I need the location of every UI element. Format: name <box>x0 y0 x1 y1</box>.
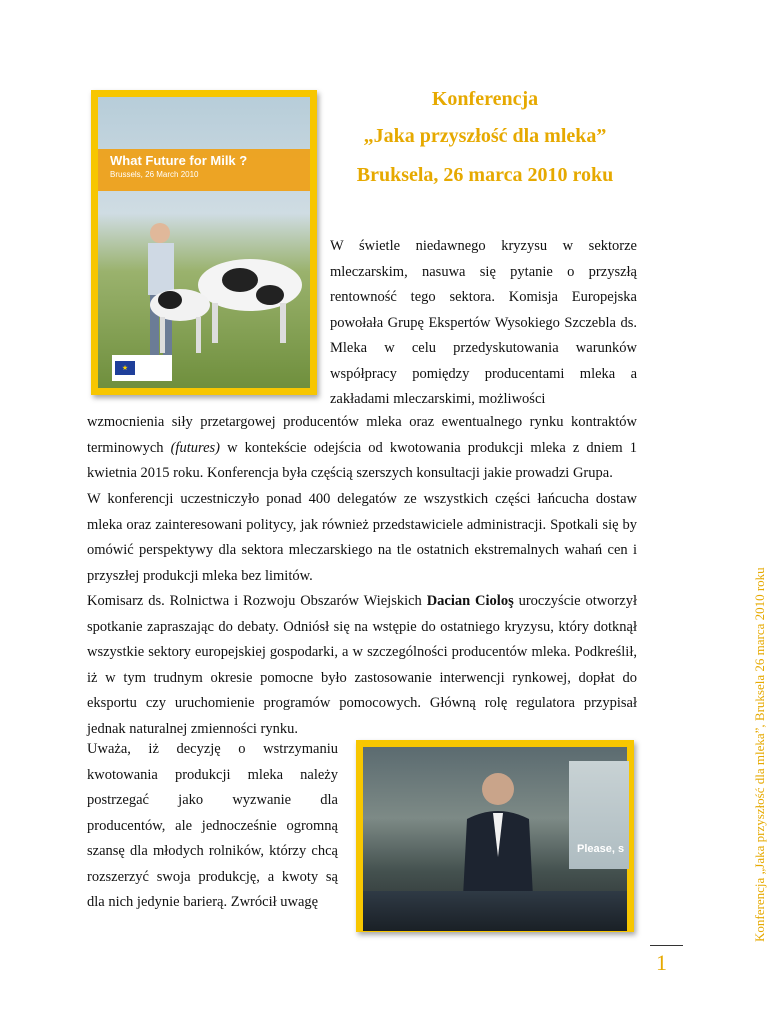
quota-paragraph <box>87 737 338 916</box>
quota-line: szansę dla młodych rolników, którzy chcą <box>87 843 338 859</box>
intro-paragraph-continued <box>87 410 637 487</box>
brochure-cover-image <box>91 90 317 395</box>
farmer-with-cows-illustration <box>130 225 310 375</box>
commissioner-paragraph <box>87 589 637 742</box>
cover-subtitle: Brussels, 26 March 2010 <box>110 170 199 179</box>
running-header: Konferencja „Jaka przyszłość dla mleka”, Bruksela 26 marca 2010 roku <box>752 567 767 942</box>
conference-photo <box>356 740 634 932</box>
quota-line: postrzegać jako wyzwanie dla <box>87 792 338 808</box>
eu-flag-icon: ★ <box>115 361 135 375</box>
commissioner-name: Dacian Cioloş <box>426 593 514 609</box>
quota-line: dla nich jedynie barierą. Zwrócił uwagę <box>87 894 319 910</box>
quota-line: rozszerzyć swoja produkcję, a kwoty są <box>87 868 338 885</box>
intro-paragraph-right: W świetle niedawnego kryzysu w sektorze mleczarskim, nasuwa się pytanie o przyszłą rentowność tego sektora. Komisja Europejska powołała Grupę Ekspertów Wysokiego Szczebla ds. Mleka w celu przedyskutowania warunków współpracy pomiędzy producentami mleka a zakładami mleczarskimi, możliwości <box>330 238 637 407</box>
commissioner-text-part-1: Komisarz ds. Rolnictwa i Rozwoju Obszarów Wiejskich <box>87 593 427 609</box>
intro-text-part-2: w kontekście odejścia od kwotowania produkcji mleka z dniem 1 kwietnia 2015 roku. Konferencja była częścią szerszych konsultacji jakie prowadzi Grupa. <box>87 439 637 481</box>
page-title: Konferencja <box>431 88 539 110</box>
conference-name: „Jaka przyszłość dla mleka” <box>363 125 607 147</box>
conference-date: Bruksela, 26 marca 2010 roku <box>356 164 614 186</box>
speaker-figure <box>453 767 543 897</box>
intro-italic-futures: (futures) <box>170 439 220 456</box>
footer-rule <box>650 945 683 946</box>
intro-text-part-1: wzmocnienia siły przetargowej producentów mleka oraz ewentualnego rynku kontraktów terminowych <box>87 414 637 456</box>
page-number: 1 <box>656 950 667 975</box>
quota-line: kwotowania produkcji mleka należy <box>87 766 338 783</box>
quota-line: producentów, ale jednocześnie ogromną <box>87 817 338 834</box>
panel-table <box>363 891 627 931</box>
eu-logo <box>112 355 172 381</box>
cover-title: What Future for Milk ? <box>110 153 248 168</box>
quota-line: Uważa, iż decyzję o wstrzymaniu <box>87 741 338 757</box>
commissioner-text-part-2: uroczyście otworzył spotkanie zapraszając do debaty. Odniósł się na wstępie do ostatniego kryzysu, który dotknął wszystkie sektory europejskiej gospodarki, a w szczególności producentów mleka. Podkreślił, iż w tym trudnym okresie pomocne było zastosowanie interwencji rynkowej, dopłat do eksportu czy uruchomienie programów pomocowych. Główną rolę regulatora przypisał jednak naturalnej zmienności rynku. <box>87 593 638 737</box>
screen-caption: Please, s <box>577 843 625 855</box>
delegates-paragraph: W konferencji uczestniczyło ponad 400 delegatów ze wszystkich części łańcucha dostaw mleka oraz zainteresowani politycy, jak również przedstawiciele administracji. Spotkali się by omówić perspektywy dla sektora mleczarskiego na tle ostatnich ekstremalnych wahań cen i przyszłej produkcji mleka bez limitów. <box>87 491 637 584</box>
